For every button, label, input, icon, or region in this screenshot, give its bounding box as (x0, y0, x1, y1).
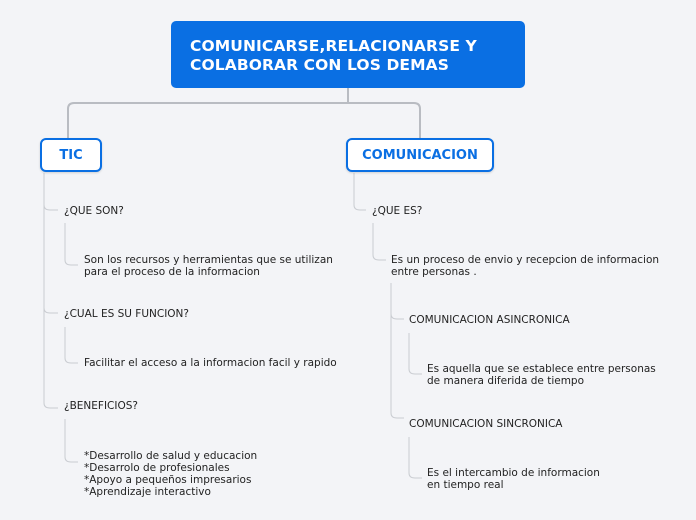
topic-comunicacion-label: COMUNICACION (362, 147, 478, 163)
tic-que-son-answer[interactable] (84, 254, 333, 278)
root-topic[interactable] (171, 21, 525, 88)
answer-line: para el proceso de la informacion (84, 266, 260, 278)
answer-line: entre personas . (391, 266, 477, 278)
benefit-item: *Desarrolo de profesionales (84, 462, 230, 474)
benefit-item: *Apoyo a pequeños impresarios (84, 474, 252, 486)
benefit-item: *Desarrollo de salud y educacion (84, 450, 258, 462)
answer-line: Es un proceso de envio y recepcion de informacion (391, 254, 660, 266)
comunicacion-sincronica[interactable]: COMUNICACION SINCRONICA (409, 418, 563, 430)
comunicacion-sincronica-desc[interactable] (427, 467, 600, 491)
answer-line: Son los recursos y herramientas que se utilizan (84, 254, 333, 266)
desc-line: Es el intercambio de informacion (427, 467, 600, 479)
desc-line: de manera diferida de tiempo (427, 375, 585, 387)
topic-tic[interactable] (40, 138, 102, 172)
tic-beneficios[interactable]: ¿BENEFICIOS? (64, 400, 138, 412)
comunicacion-que-es[interactable]: ¿QUE ES? (372, 205, 423, 217)
desc-line: en tiempo real (427, 479, 504, 491)
comunicacion-asincronica[interactable]: COMUNICACION ASINCRONICA (409, 314, 570, 326)
topic-comunicacion[interactable] (346, 138, 494, 172)
root-title-line-2: COLABORAR CON LOS DEMAS (190, 56, 449, 74)
benefit-item: *Aprendizaje interactivo (84, 486, 211, 498)
root-title-line-1: COMUNICARSE,RELACIONARSE Y (190, 37, 477, 55)
tic-funcion-answer[interactable]: Facilitar el acceso a la informacion facil y rapido (84, 357, 337, 369)
topic-tic-label: TIC (59, 147, 83, 163)
comunicacion-asincronica-desc[interactable] (427, 363, 656, 387)
tic-funcion[interactable]: ¿CUAL ES SU FUNCION? (64, 308, 189, 320)
desc-line: Es aquella que se establece entre personas (427, 363, 656, 375)
tic-beneficios-list[interactable] (84, 450, 257, 498)
comunicacion-que-es-answer[interactable] (391, 254, 659, 278)
tic-que-son[interactable]: ¿QUE SON? (64, 205, 124, 217)
